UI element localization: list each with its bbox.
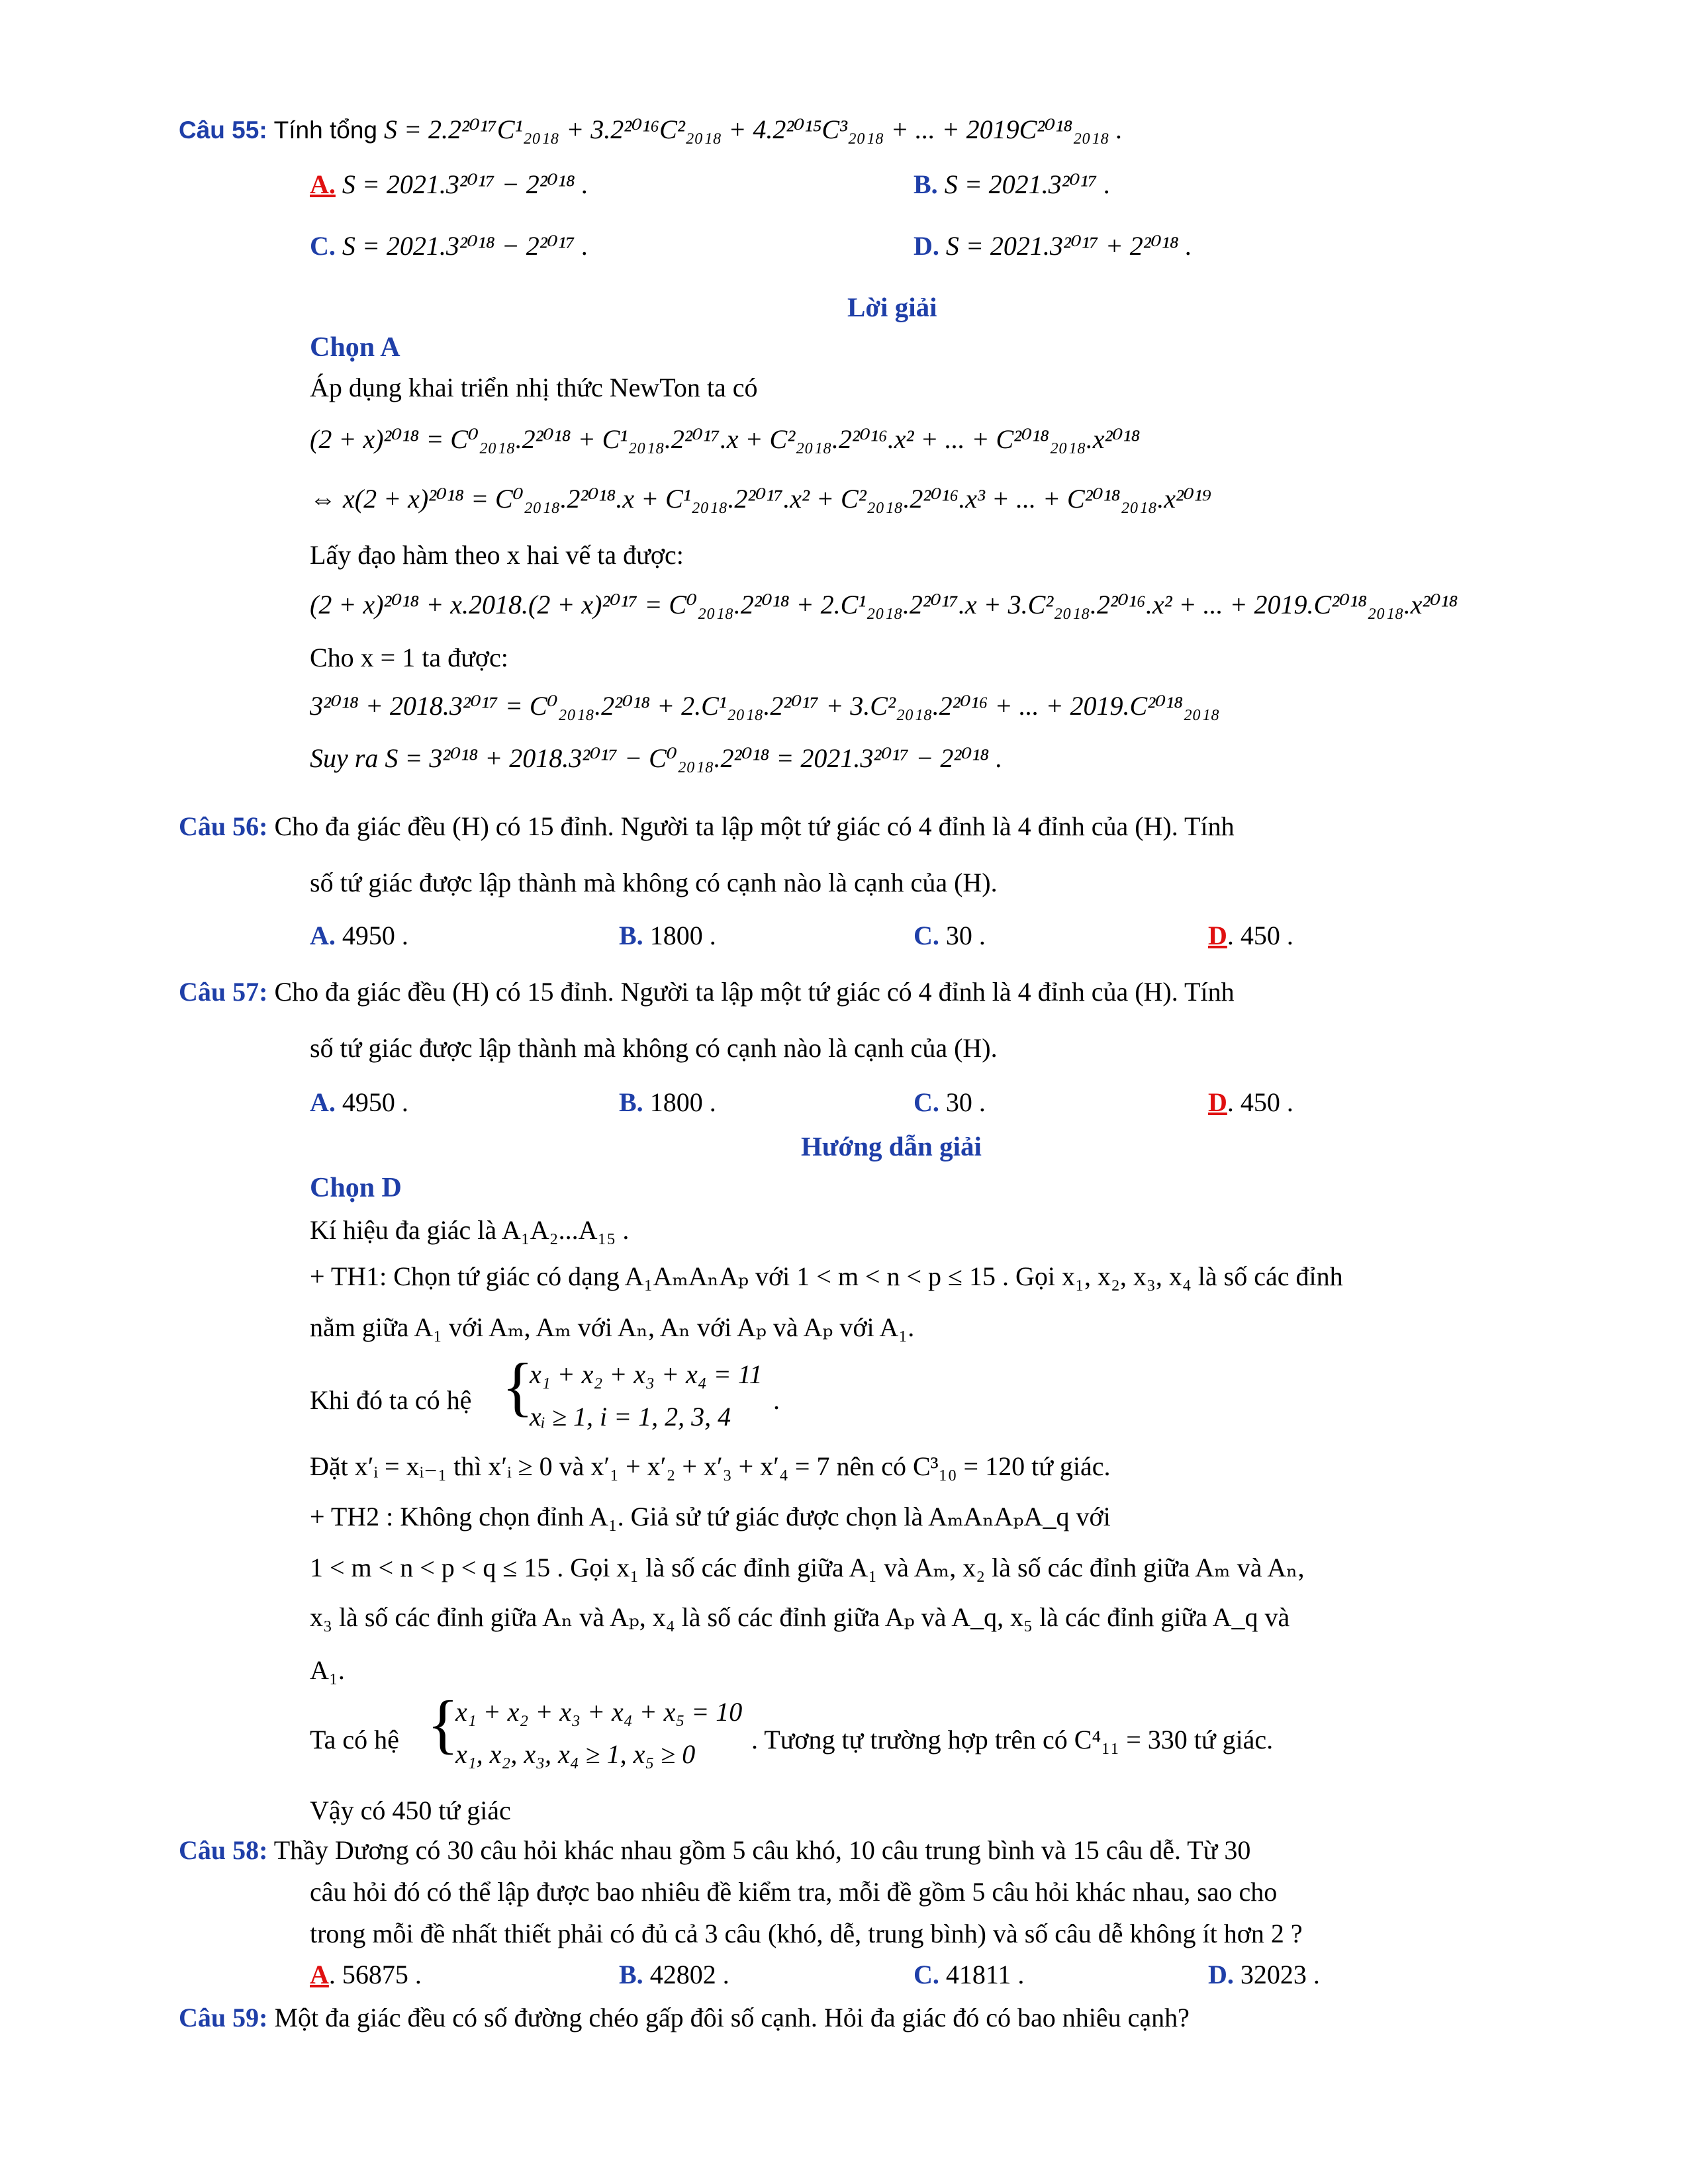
q55-choice: Chọn A: [310, 332, 400, 363]
question-58-label: Câu 58:: [179, 1835, 268, 1865]
q55-solution-line-1: Áp dụng khai triển nhị thức NewTon ta có: [310, 373, 758, 402]
q57-solution-line-8: x₃ là số các đỉnh giữa Aₙ và Aₚ, x₄ là số các đỉnh giữa Aₚ và A_q, x₅ là các đỉnh giữa A_q và: [310, 1602, 1290, 1632]
question-57-label: Câu 57:: [179, 977, 268, 1007]
question-59-label: Câu 59:: [179, 2003, 268, 2032]
q55-solution-line-7: 3²⁰¹⁸ + 2018.3²⁰¹⁷ = C⁰₂₀₁₈.2²⁰¹⁸ + 2.C¹₂₀₁₈.2²⁰¹⁷ + 3.C²₂₀₁₈.2²⁰¹⁶ + ... + 2019.C²⁰¹⁸₂₀₁₈: [310, 691, 1220, 721]
q57-system-1-eq-1: x₁ + x₂ + x₃ + x₄ = 11: [530, 1359, 763, 1389]
question-58-text-1: Thầy Dương có 30 câu hỏi khác nhau gồm 5 câu khó, 10 câu trung bình và 15 câu dễ. Từ 30: [273, 1835, 1251, 1865]
q55-solution-line-6: Cho x = 1 ta được:: [310, 643, 508, 672]
q55-solution-line-2: (2 + x)²⁰¹⁸ = C⁰₂₀₁₈.2²⁰¹⁸ + C¹₂₀₁₈.2²⁰¹⁷.x + C²₂₀₁₈.2²⁰¹⁶.x² + ... + C²⁰¹⁸₂₀₁₈.x²⁰¹⁸: [310, 424, 1141, 454]
q58-option-d-letter: D.: [1208, 1960, 1234, 1989]
q55-option-a-letter: A.: [310, 169, 336, 199]
q57-system-2-prefix: Ta có hệ: [310, 1725, 399, 1754]
q55-solution-line-3: ⇔ x(2 + x)²⁰¹⁸ = C⁰₂₀₁₈.2²⁰¹⁸.x + C¹₂₀₁₈.2²⁰¹⁷.x² + C²₂₀₁₈.2²⁰¹⁶.x³ + ... + C²⁰¹⁸₂₀₁₈.x²⁰¹⁹: [310, 484, 1211, 514]
q55-option-c-text: S = 2021.3²⁰¹⁸ − 2²⁰¹⁷ .: [342, 231, 588, 261]
q58-option-a-text: . 56875 .: [328, 1960, 422, 1989]
q57-option-d-letter: D: [1208, 1087, 1227, 1117]
q56-option-a-letter: A.: [310, 921, 336, 950]
q57-option-d-text: . 450 .: [1227, 1087, 1293, 1117]
q58-option-a-letter: A: [310, 1960, 329, 1989]
q56-option-a[interactable]: [310, 920, 408, 952]
q58-option-c-letter: C.: [914, 1960, 939, 1989]
question-58-line-2: câu hỏi đó có thể lập được bao nhiêu đề kiểm tra, mỗi đề gồm 5 câu hỏi khác nhau, sao cho: [310, 1877, 1278, 1907]
question-58-line-3: trong mỗi đề nhất thiết phải có đủ cả 3 câu (khó, dễ, trung bình) và số câu dễ không ít hơn 2 ?: [310, 1919, 1303, 1948]
q57-option-b-letter: B.: [619, 1087, 643, 1117]
question-57-line-2: số tứ giác được lập thành mà không có cạnh nào là cạnh của (H).: [310, 1033, 998, 1063]
q55-option-d-text: S = 2021.3²⁰¹⁷ + 2²⁰¹⁸ .: [945, 231, 1192, 261]
q57-option-b-text: 1800 .: [649, 1087, 716, 1117]
q57-solution-line-1: Kí hiệu đa giác là A₁A₂...A₁₅ .: [310, 1215, 630, 1245]
q57-option-a-text: 4950 .: [342, 1087, 408, 1117]
q57-system-1-suffix: .: [773, 1385, 780, 1415]
q57-option-a[interactable]: [310, 1087, 408, 1118]
q58-option-a[interactable]: [310, 1959, 422, 1991]
q57-solution-line-2: + TH1: Chọn tứ giác có dạng A₁AₘAₙAₚ với 1 < m < n < p ≤ 15 . Gọi x₁, x₂, x₃, x₄ là số các đỉnh: [310, 1261, 1343, 1291]
q57-solution-heading: Hướng dẫn giải: [801, 1131, 982, 1161]
question-59-text-1: Một đa giác đều có số đường chéo gấp đôi số cạnh. Hỏi đa giác đó có bao nhiêu cạnh?: [274, 2003, 1190, 2032]
q55-option-c-letter: C.: [310, 231, 336, 261]
q57-option-c-text: 30 .: [945, 1087, 986, 1117]
q56-option-d-text: . 450 .: [1227, 921, 1293, 950]
q56-option-d-letter: D: [1208, 921, 1227, 950]
q57-solution-line-6: + TH2 : Không chọn đỉnh A₁. Giả sử tứ giác được chọn là AₘAₙAₚA_q với: [310, 1502, 1111, 1531]
q58-option-c-text: 41811 .: [945, 1960, 1025, 1989]
q57-system-1: [530, 1358, 763, 1433]
q57-system-1-prefix: Khi đó ta có hệ: [310, 1385, 472, 1415]
q55-option-c[interactable]: [310, 230, 588, 262]
q58-option-b-text: 42802 .: [649, 1960, 729, 1989]
q55-option-a[interactable]: [310, 169, 588, 201]
q56-option-d[interactable]: [1208, 920, 1293, 952]
q56-option-a-text: 4950 .: [342, 921, 408, 950]
q55-solution-line-8: Suy ra S = 3²⁰¹⁸ + 2018.3²⁰¹⁷ − C⁰₂₀₁₈.2²⁰¹⁸ = 2021.3²⁰¹⁷ − 2²⁰¹⁸ .: [310, 743, 1003, 773]
question-57-text-1: Cho đa giác đều (H) có 15 đỉnh. Người ta lập một tứ giác có 4 đỉnh là 4 đỉnh của (H). Tính: [274, 977, 1235, 1007]
question-56-text-1: Cho đa giác đều (H) có 15 đỉnh. Người ta lập một tứ giác có 4 đỉnh là 4 đỉnh của (H). Tính: [274, 811, 1235, 841]
q58-option-d[interactable]: [1208, 1959, 1320, 1991]
q58-option-c[interactable]: [914, 1959, 1024, 1991]
q56-option-c[interactable]: [914, 920, 986, 952]
q56-option-b-text: 1800 .: [649, 921, 716, 950]
question-55-label: Câu 55:: [179, 116, 267, 144]
q56-option-b-letter: B.: [619, 921, 643, 950]
q57-choice: Chọn D: [310, 1173, 402, 1203]
q55-option-d-letter: D.: [914, 231, 939, 261]
q57-system-2-eq-1: x₁ + x₂ + x₃ + x₄ + x₅ = 10: [455, 1697, 743, 1727]
q57-solution-line-3: nằm giữa A₁ với Aₘ, Aₘ với Aₙ, Aₙ với Aₚ và Aₚ với A₁.: [310, 1312, 915, 1342]
question-58-line-1: [179, 1835, 1250, 1866]
q56-option-c-letter: C.: [914, 921, 939, 950]
q57-system-2: [455, 1696, 742, 1771]
q55-option-a-text: S = 2021.3²⁰¹⁷ − 2²⁰¹⁸ .: [342, 169, 588, 199]
q57-option-a-letter: A.: [310, 1087, 336, 1117]
q55-option-b[interactable]: [914, 169, 1111, 201]
q57-system-2-eq-2: x₁, x₂, x₃, x₄ ≥ 1, x₅ ≥ 0: [455, 1739, 696, 1769]
q57-option-c-letter: C.: [914, 1087, 939, 1117]
question-59-line-1: [179, 2002, 1190, 2034]
q55-option-b-letter: B.: [914, 169, 938, 199]
q57-option-c[interactable]: [914, 1087, 986, 1118]
left-brace-icon: {: [502, 1349, 534, 1423]
q56-option-b[interactable]: [619, 920, 716, 952]
q57-solution-line-5: Đặt x′ᵢ = xᵢ₋₁ thì x′ᵢ ≥ 0 và x′₁ + x′₂ + x′₃ + x′₄ = 7 nên có C³₁₀ = 120 tứ giác.: [310, 1451, 1111, 1481]
question-56-line-1: [179, 811, 1235, 842]
question-56-label: Câu 56:: [179, 811, 268, 841]
q57-system-1-eq-2: xᵢ ≥ 1, i = 1, 2, 3, 4: [530, 1402, 731, 1432]
q57-option-d[interactable]: [1208, 1087, 1293, 1118]
q58-option-b-letter: B.: [619, 1960, 643, 1989]
q55-solution-heading: Lời giải: [847, 292, 937, 322]
question-56-line-2: số tứ giác được lập thành mà không có cạnh nào là cạnh của (H).: [310, 868, 998, 897]
q55-option-d[interactable]: [914, 230, 1192, 262]
q58-option-b[interactable]: [619, 1959, 729, 1991]
q55-option-b-text: S = 2021.3²⁰¹⁷ .: [944, 169, 1111, 199]
q57-solution-line-11: Vậy có 450 tứ giác: [310, 1796, 511, 1825]
q57-system-2-suffix: . Tương tự trường hợp trên có C⁴₁₁ = 330 tứ giác.: [751, 1725, 1274, 1754]
q57-option-b[interactable]: [619, 1087, 716, 1118]
q57-solution-line-7: 1 < m < n < p < q ≤ 15 . Gọi x₁ là số các đỉnh giữa A₁ và Aₘ, x₂ là số các đỉnh giữa Aₘ và Aₙ,: [310, 1553, 1305, 1582]
q55-solution-line-4: Lấy đạo hàm theo x hai vế ta được:: [310, 540, 684, 570]
question-55-formula: S = 2.2²⁰¹⁷C¹₂₀₁₈ + 3.2²⁰¹⁶C²₂₀₁₈ + 4.2²⁰¹⁵C³₂₀₁₈ + ... + 2019C²⁰¹⁸₂₀₁₈ .: [384, 114, 1123, 144]
left-brace-icon: {: [427, 1687, 459, 1760]
question-55-header: [179, 114, 1123, 146]
q55-solution-line-5: (2 + x)²⁰¹⁸ + x.2018.(2 + x)²⁰¹⁷ = C⁰₂₀₁₈.2²⁰¹⁸ + 2.C¹₂₀₁₈.2²⁰¹⁷.x + 3.C²₂₀₁₈.2²⁰¹⁶.x² + ... + 2019.C²⁰¹⁸₂₀₁₈.x²⁰¹⁸: [310, 590, 1458, 619]
q57-solution-line-9: A₁.: [310, 1655, 345, 1685]
question-57-line-1: [179, 976, 1235, 1008]
question-55-text: Tính tổng: [273, 116, 377, 144]
q56-option-c-text: 30 .: [945, 921, 986, 950]
q58-option-d-text: 32023 .: [1240, 1960, 1320, 1989]
